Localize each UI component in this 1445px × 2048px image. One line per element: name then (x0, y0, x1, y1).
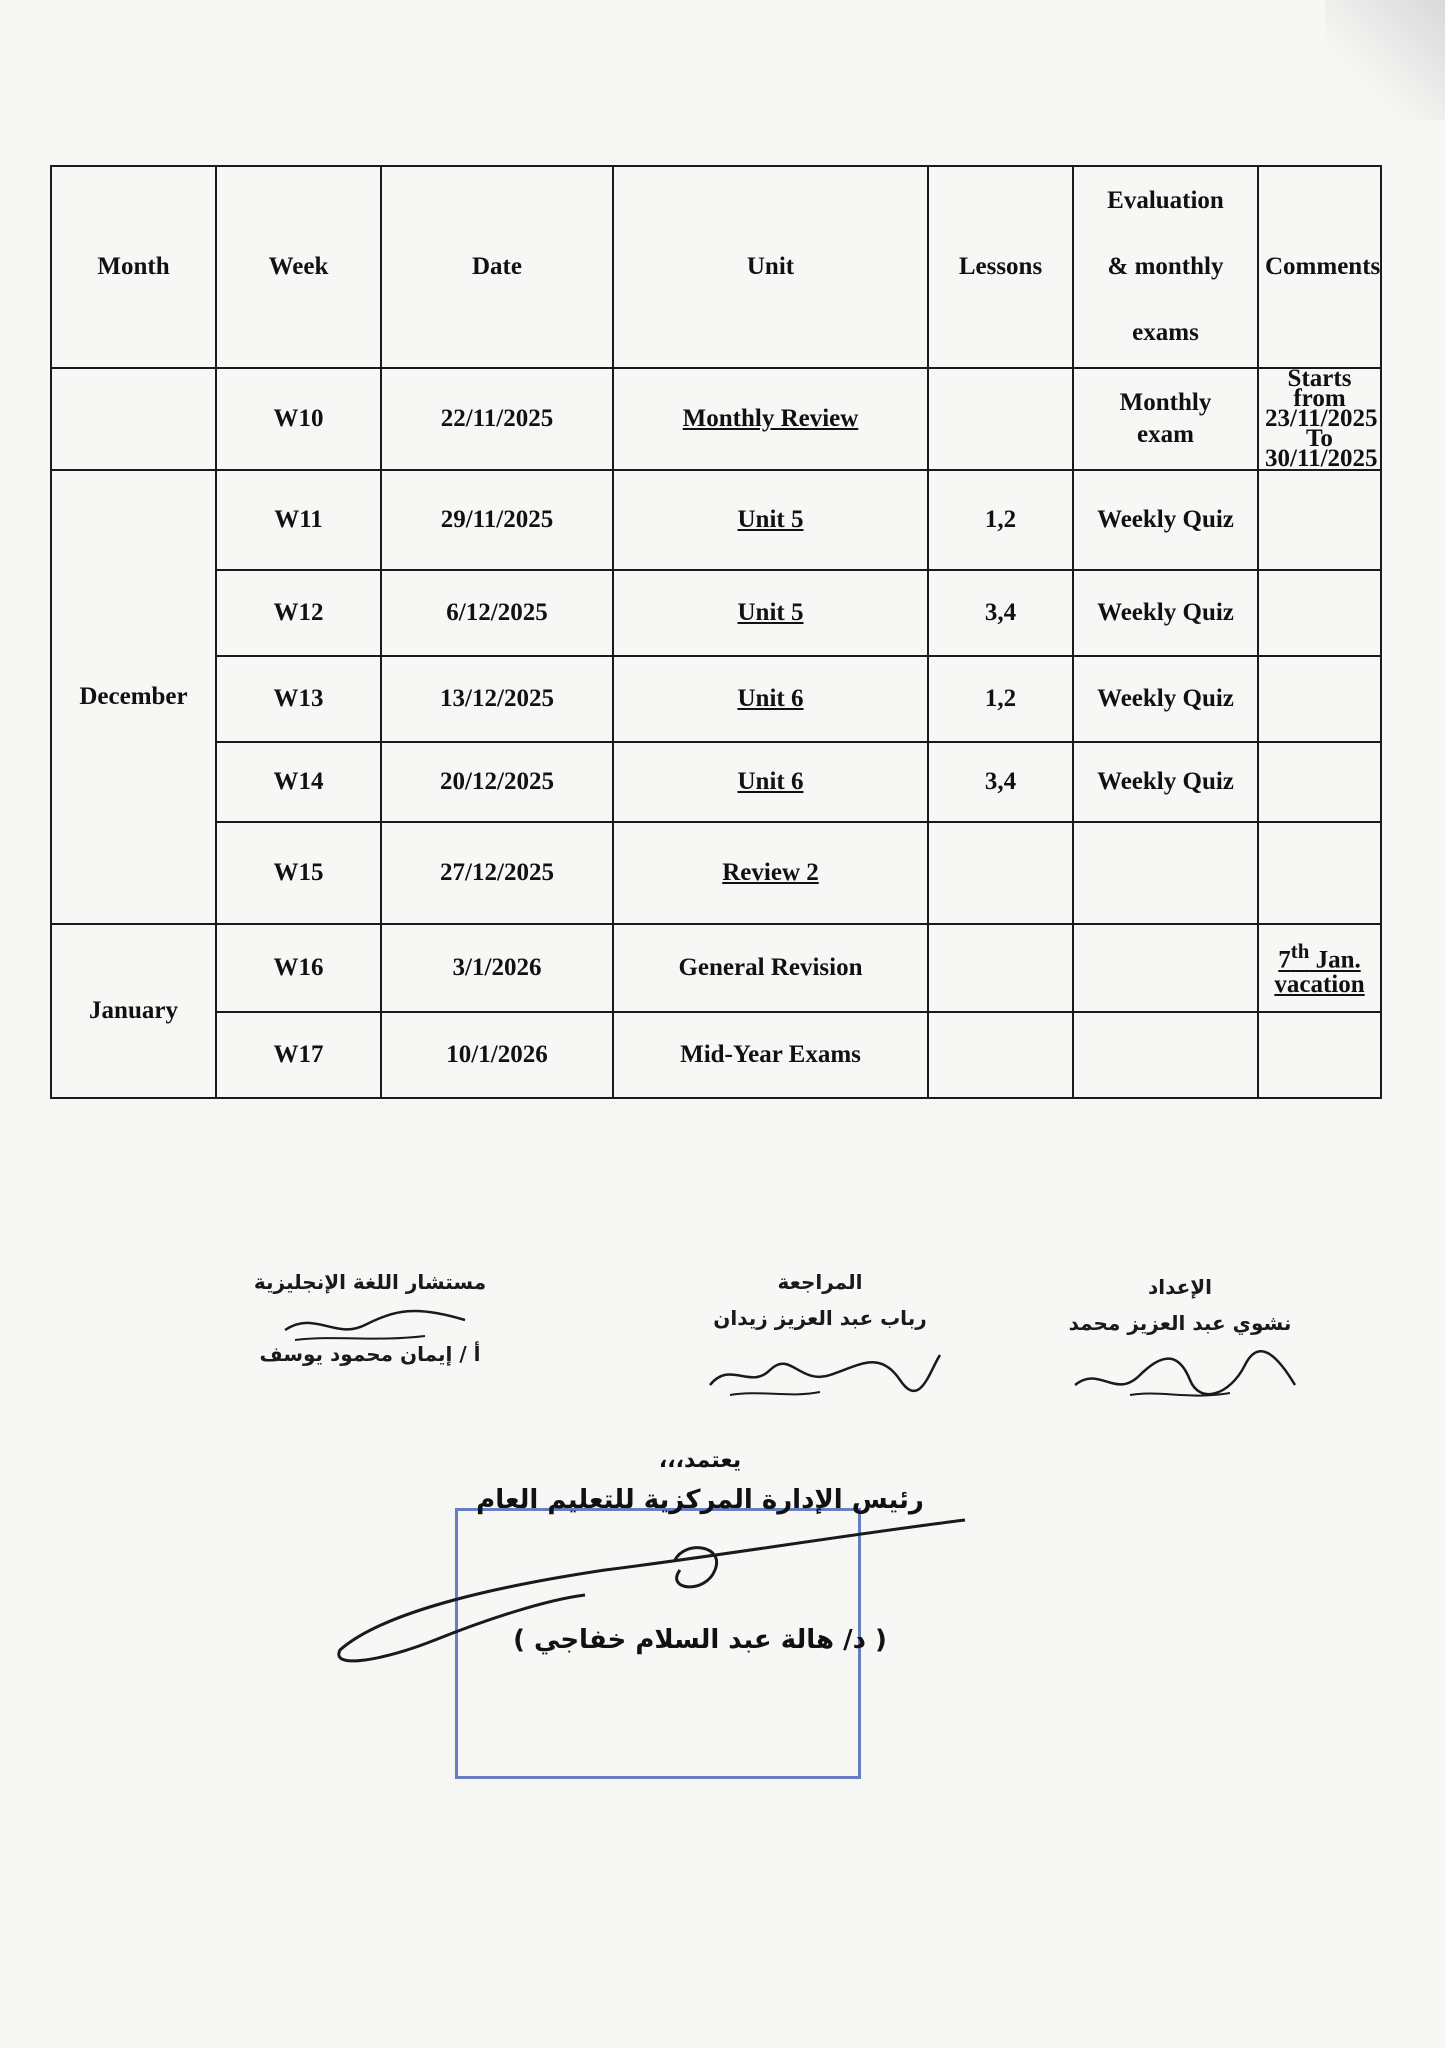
header-unit: Unit (613, 166, 928, 368)
header-row (51, 166, 1381, 368)
approval-title: رئيس الإدارة المركزية للتعليم العام (476, 1485, 924, 1515)
table-row (51, 822, 1381, 924)
evaluation-cell (1073, 1012, 1258, 1098)
comments-cell (1258, 924, 1381, 1012)
week-cell: W14 (216, 742, 381, 822)
evaluation-cell (1073, 924, 1258, 1012)
vacation-date (1265, 939, 1374, 972)
handwritten-signature-preparation (1070, 1345, 1300, 1405)
unit-cell (613, 368, 928, 470)
evaluation-line: Monthly (1119, 389, 1212, 416)
header-lessons: Lessons (928, 166, 1073, 368)
date-cell: 22/11/2025 (381, 368, 613, 470)
unit-cell (613, 924, 928, 1012)
week-cell: W12 (216, 570, 381, 656)
signature-block-review (690, 1270, 950, 1330)
comments-cell (1258, 365, 1381, 472)
table-row (51, 470, 1381, 570)
header-evaluation (1073, 166, 1258, 368)
table-row (51, 368, 1381, 470)
week-cell: W11 (216, 470, 381, 570)
unit-label: Mid-Year Exams (680, 1041, 861, 1068)
month-cell-january: January (51, 924, 216, 1098)
signature-role: مستشار اللغة الإنجليزية (253, 1270, 487, 1294)
vacation-month: Jan. (1309, 946, 1361, 974)
comment-line: 23/11/2025 (1265, 405, 1378, 432)
lessons-cell: 3,4 (928, 742, 1073, 822)
unit-cell (613, 570, 928, 656)
date-cell: 10/1/2026 (381, 1012, 613, 1098)
comments-cell (1258, 1012, 1381, 1098)
table-row (51, 656, 1381, 742)
header-date: Date (381, 166, 613, 368)
date-cell: 6/12/2025 (381, 570, 613, 656)
week-cell: W16 (216, 924, 381, 1012)
unit-label: Review 2 (722, 859, 819, 886)
table-row (51, 742, 1381, 822)
scan-shadow (1325, 0, 1445, 120)
week-cell: W10 (216, 368, 381, 470)
comments-cell (1258, 822, 1381, 924)
approval-name: ( د/ هالة عبد السلام خفاجي ) (513, 1625, 887, 1655)
unit-label: Monthly Review (682, 405, 859, 432)
lessons-cell: 1,2 (928, 470, 1073, 570)
table-row (51, 1012, 1381, 1098)
lessons-cell (928, 368, 1073, 470)
evaluation-cell (1073, 822, 1258, 924)
evaluation-cell (1073, 368, 1258, 470)
comment-line: To (1306, 425, 1333, 452)
signature-block-preparation (1050, 1275, 1310, 1335)
header-week: Week (216, 166, 381, 368)
unit-cell (613, 656, 928, 742)
header-evaluation-line: Evaluation (1107, 187, 1224, 214)
comment-line: Starts from (1287, 365, 1352, 412)
unit-label: Unit 5 (737, 506, 804, 533)
vacation-day: 7 (1278, 946, 1291, 974)
signature-name: رباب عبد العزيز زيدان (713, 1306, 927, 1330)
table-row (51, 570, 1381, 656)
date-cell: 29/11/2025 (381, 470, 613, 570)
vacation-label: vacation (1274, 970, 1365, 998)
unit-label: Unit 6 (737, 768, 804, 795)
unit-cell (613, 470, 928, 570)
signature-role: الإعداد (1147, 1275, 1213, 1299)
handwritten-signature-advisor (275, 1300, 475, 1345)
comment-line: 30/11/2025 (1265, 445, 1378, 472)
week-cell: W17 (216, 1012, 381, 1098)
lessons-cell (928, 822, 1073, 924)
header-month: Month (51, 166, 216, 368)
evaluation-cell: Weekly Quiz (1073, 656, 1258, 742)
handwritten-signature-approval (325, 1500, 975, 1680)
signature-name: نشوي عبد العزيز محمد (1068, 1311, 1292, 1335)
unit-label: Unit 6 (737, 685, 804, 712)
header-comments: Comments (1258, 166, 1381, 368)
evaluation-cell: Weekly Quiz (1073, 570, 1258, 656)
evaluation-line: exam (1137, 421, 1194, 448)
evaluation-cell: Weekly Quiz (1073, 470, 1258, 570)
date-cell: 3/1/2026 (381, 924, 613, 1012)
table-row (51, 924, 1381, 1012)
comments-cell (1258, 570, 1381, 656)
unit-cell (613, 822, 928, 924)
lessons-cell (928, 1012, 1073, 1098)
lessons-cell (928, 924, 1073, 1012)
lessons-cell: 1,2 (928, 656, 1073, 742)
comments-cell (1258, 742, 1381, 822)
week-cell: W13 (216, 656, 381, 742)
unit-cell (613, 742, 928, 822)
schedule-table (50, 165, 1382, 1099)
comments-cell (1258, 656, 1381, 742)
date-cell: 13/12/2025 (381, 656, 613, 742)
lessons-cell: 3,4 (928, 570, 1073, 656)
date-cell: 27/12/2025 (381, 822, 613, 924)
handwritten-signature-review (700, 1340, 950, 1400)
header-evaluation-line: & monthly (1107, 253, 1224, 280)
vacation-ordinal: th (1290, 939, 1310, 964)
month-cell-december: December (51, 470, 216, 924)
date-cell: 20/12/2025 (381, 742, 613, 822)
week-cell: W15 (216, 822, 381, 924)
evaluation-cell: Weekly Quiz (1073, 742, 1258, 822)
unit-label: Unit 5 (737, 599, 804, 626)
unit-cell (613, 1012, 928, 1098)
comments-cell (1258, 470, 1381, 570)
month-cell-empty (51, 368, 216, 470)
signature-name: أ / إيمان محمود يوسف (259, 1342, 481, 1366)
approval-heading: يعتمد،،، (658, 1448, 742, 1473)
unit-label: General Revision (678, 954, 863, 981)
header-evaluation-line: exams (1132, 319, 1199, 346)
signature-role: المراجعة (777, 1270, 863, 1294)
